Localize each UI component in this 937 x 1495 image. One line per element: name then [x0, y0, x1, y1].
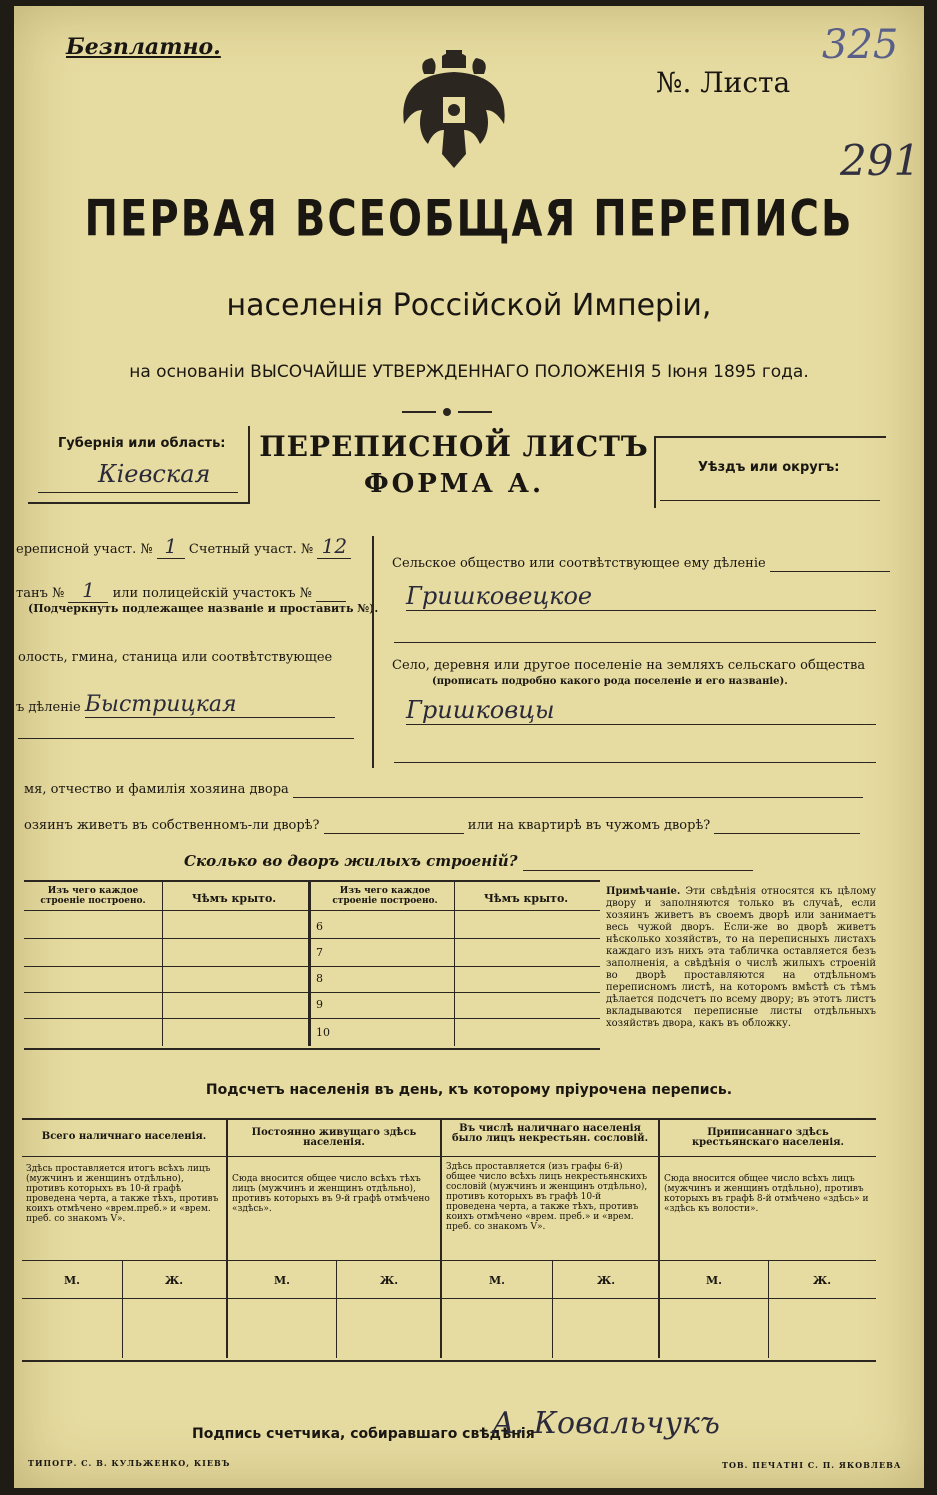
uchastok-value: 1 — [157, 534, 185, 559]
census-subtitle: населенія Россійской Имперіи, — [226, 288, 712, 323]
count-header-2: Постоянно живущаго здѣсь населенія. — [251, 1127, 417, 1148]
buildings-row-line-2 — [24, 966, 600, 967]
sheet-number-handwritten-2: 291 — [840, 136, 921, 185]
printer-left: ТИПОГР. С. В. КУЛЬЖЕНКО, КІЕВЪ — [28, 1458, 231, 1468]
society-line-2 — [394, 642, 876, 643]
census-title: ПЕРВАЯ ВСЕОБЩАЯ ПЕРЕПИСЬ — [84, 190, 854, 248]
note-title: Примѣчаніе. — [606, 886, 681, 897]
police-line — [316, 586, 346, 602]
delenie-value: Быстрицкая — [85, 692, 335, 718]
buildings-row-line-4 — [24, 1018, 600, 1019]
buildings-vline-2 — [308, 882, 311, 1046]
uchastok-label: ереписной участ. № — [16, 542, 153, 557]
imperial-eagle-emblem-icon — [394, 44, 514, 174]
guberniya-label: Губернія или область: — [58, 436, 226, 451]
count-zh-3: Ж. — [596, 1274, 616, 1287]
count-desc-line — [22, 1260, 876, 1261]
count-m-2: М. — [273, 1274, 290, 1287]
count-mzh-vline-2 — [336, 1260, 337, 1358]
count-zh-2: Ж. — [379, 1274, 399, 1287]
stan-label: танъ № — [16, 586, 65, 601]
schet-label: Счетный участ. № — [188, 542, 314, 557]
buildings-line — [523, 852, 753, 871]
count-m-3: М. — [488, 1274, 505, 1287]
ornament-divider — [402, 402, 492, 412]
signature-label: Подпись счетчика, собиравшаго свѣдѣнія — [192, 1426, 535, 1442]
buildings-col1: Изъ чего каждое строеніе построено. — [40, 886, 146, 906]
society-label: Сельское общество или соотвѣтствующее ему дѣленіе — [392, 556, 766, 571]
note-block — [606, 886, 876, 1030]
owner-name-line — [293, 782, 863, 798]
printer-right: ТОВ. ПЕЧАТНІ С. П. ЯКОВЛЕВА — [722, 1460, 902, 1470]
form-title-center — [254, 430, 654, 499]
lives-row — [24, 818, 860, 834]
buildings-vline-3 — [454, 882, 455, 1046]
buildings-row — [184, 852, 753, 871]
buildings-col4: Чѣмъ крыто. — [483, 892, 569, 905]
volost-label: олость, гмина, станица или соотвѣтствующее — [18, 650, 333, 665]
count-header-1: Всего наличнаго населенія. — [41, 1131, 207, 1142]
buildings-row-6: 6 — [316, 920, 323, 933]
count-zh-4: Ж. — [812, 1274, 832, 1287]
uezd-label: Уѣздъ или округъ: — [698, 460, 840, 475]
count-table — [22, 1118, 876, 1362]
uchastok-row — [16, 534, 351, 559]
guberniya-box — [28, 426, 250, 504]
buildings-table — [24, 880, 600, 1050]
guberniya-line — [38, 492, 238, 493]
form-title-line2: ФОРМА А. — [363, 469, 545, 499]
stan-row — [16, 578, 346, 603]
guberniya-value: Кіевская — [98, 460, 211, 488]
sheet-number-handwritten-1: 325 — [822, 22, 899, 68]
count-mzh-vline-3 — [552, 1260, 553, 1358]
village-note: (прописать подробно какого рода поселеніе и его названіе). — [432, 676, 788, 687]
lives-label: озяинъ живетъ въ собственномъ-ли дворѣ? — [24, 818, 320, 833]
count-mzh-line — [22, 1298, 876, 1299]
note-text: Эти свѣдѣнія относятся къ цѣлому двору и заполняются только въ случаѣ, если хозяинъ живетъ въ своемъ дворѣ или занимаетъ весь чужой дворъ. Если-же во дворѣ живетъ нѣсколько хозяйствъ, то на переписныхъ листахъ каждаго изъ нихъ эта табличка оставляется безъ заполненія, а свѣдѣнія о числѣ жилыхъ строеній во дворѣ проставляются на отдѣльномъ переписномъ листѣ, на которомъ вмѣстѣ съ тѣмъ дѣлается подсчетъ по всему двору; въ этотъ листъ вкладываются переписные листы отдѣльныхъ хозяйствъ двора, какъ въ обложку. — [606, 886, 876, 1029]
buildings-label: Сколько во дворъ жилыхъ строеній? — [184, 852, 518, 870]
underline-note: (Подчеркнуть подлежащее названіе и проставить №). — [28, 602, 379, 615]
free-label: Безплатно. — [66, 34, 221, 60]
count-desc-2: Сюда вносится общее число всѣхъ тѣхъ лицъ (мужчинъ и женщинъ отдѣльно), противъ которыхъ въ 9-й графѣ отмѣчено «здѣсь». — [232, 1174, 430, 1214]
schet-value: 12 — [317, 534, 351, 559]
buildings-row-10: 10 — [316, 1026, 330, 1039]
buildings-row-7: 7 — [316, 946, 323, 959]
buildings-col3: Изъ чего каждое строеніе построено. — [332, 886, 438, 906]
rent-line — [714, 818, 860, 834]
buildings-col2: Чѣмъ крыто. — [191, 892, 277, 905]
count-title: Подсчетъ населенія въ день, къ которому пріурочена перепись. — [205, 1082, 733, 1098]
census-basis: на основаніи ВЫСОЧАЙШЕ УТВЕРЖДЕННАГО ПОЛОЖЕНІЯ 5 Іюня 1895 года. — [129, 362, 809, 382]
count-m-1: М. — [63, 1274, 80, 1287]
society-row — [392, 556, 890, 572]
count-desc-1: Здѣсь проставляется итогъ всѣхъ лицъ (мужчинъ и женщинъ отдѣльно), противъ которыхъ въ 10-й графѣ проведена черта, а также тѣхъ, противъ коихъ отмѣчено «врем.преб.» и «врем. преб. со знакомъ V». — [26, 1164, 219, 1224]
owner-name-label: мя, отчество и фамилія хозяина двора — [24, 782, 289, 797]
buildings-row-8: 8 — [316, 972, 323, 985]
delenie-label: ъ дѣленіе — [16, 700, 81, 715]
delenie-row — [16, 692, 335, 718]
village-label: Село, деревня или другое поселеніе на земляхъ сельскаго общества — [392, 658, 866, 673]
village-line-2 — [394, 762, 876, 763]
delenie-line-2 — [18, 738, 354, 739]
count-zh-1: Ж. — [164, 1274, 184, 1287]
count-mzh-vline-4 — [768, 1260, 769, 1358]
count-header-3: Въ числѣ наличнаго населенія было лицъ некрестьян. сословій. — [451, 1123, 649, 1144]
uezd-line — [660, 500, 880, 501]
sheet-number-label: №. Листа — [656, 66, 791, 99]
fields-divider — [372, 536, 374, 768]
buildings-vline-1 — [162, 882, 163, 1046]
society-line — [770, 556, 890, 572]
count-header-line — [22, 1156, 876, 1157]
stan-value: 1 — [68, 578, 108, 603]
form-title-line1: ПЕРЕПИСНОЙ ЛИСТЪ — [259, 430, 649, 463]
buildings-row-line-1 — [24, 938, 600, 939]
buildings-header-line — [24, 910, 600, 911]
society-value: Гришковецкое — [406, 582, 876, 611]
buildings-row-line-3 — [24, 992, 600, 993]
lives-line — [324, 818, 464, 834]
buildings-row-9: 9 — [316, 998, 323, 1011]
village-value: Гришковцы — [406, 696, 876, 725]
count-m-4: М. — [705, 1274, 722, 1287]
census-sheet — [14, 6, 924, 1488]
police-label: или полицейскій участокъ № — [112, 586, 312, 601]
count-desc-3: Здѣсь проставляется (изъ графы 6-й) общее число всѣхъ лицъ некрестьянскихъ сословій (мужчинъ и женщинъ отдѣльно), противъ которыхъ въ графѣ 10-й проведена черта, а также тѣхъ, противъ коихъ отмѣчено «врем. преб.» и «врем. преб. со знакомъ V». — [446, 1162, 648, 1232]
signature-value: А. Ковальчукъ — [492, 1406, 720, 1441]
uezd-box — [654, 436, 886, 508]
count-header-4: Приписаннаго здѣсь крестьянскаго населенія. — [691, 1127, 845, 1148]
owner-row — [24, 782, 863, 798]
count-desc-4: Сюда вносится общее число всѣхъ лицъ (мужчинъ и женщинъ отдѣльно), противъ которыхъ въ графѣ 8-й отмѣчено «здѣсь» и «здѣсь къ волости». — [664, 1174, 869, 1214]
rent-label: или на квартирѣ въ чужомъ дворѣ? — [467, 818, 711, 833]
